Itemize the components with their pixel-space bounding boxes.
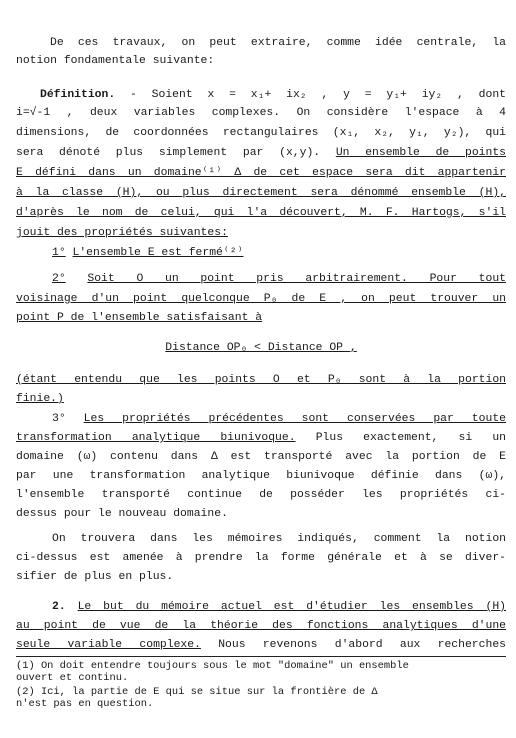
section-2-number: 2. <box>52 601 66 613</box>
property-1-text: L'ensemble E est fermé⁽²⁾ <box>72 247 244 259</box>
property-2-line-1-text: Soit O un point pris arbitrairement. Pour tout <box>87 273 506 285</box>
property-2-line-2: voisinage d'un point quelconque P₀ de E , on peut trouver un <box>16 293 506 305</box>
property-3-line-4: par une transformation analytique biunivoque définie dans (ω), <box>16 470 506 482</box>
definition-line-1 <box>40 86 506 105</box>
intro-line-2: notion fondamentale suivante: <box>16 55 215 67</box>
property-3-number: 3° <box>52 413 66 425</box>
section-2-line-3-text: Nous revenons d'abord aux recherches <box>200 639 506 651</box>
section-2-line-2: au point de vue de la théorie des fonctions analytiques d'une <box>16 620 506 632</box>
remark-line-3: sifier de plus en plus. <box>16 571 174 583</box>
property-3-line-1-text: Les propriétés précédentes sont conservées par toute <box>83 413 506 425</box>
definition-line-4 <box>16 144 506 163</box>
footnote-2-line-1: (2) Ici, la partie de E qui se situe sur la frontière de Δ <box>16 686 378 698</box>
property-3-line-5: l'ensemble transporté continue de posséder les propriétés ci- <box>16 489 506 501</box>
section-2-line-1-text: Le but du mémoire actuel est d'étudier les ensembles (H) <box>77 601 506 613</box>
footnote-rule <box>16 656 506 657</box>
definition-line-4-underlined: Un ensemble de points <box>335 147 506 159</box>
definition-line-1-text: - Soient x = x₁+ ix₂ , y = y₁+ iy₂ , dont <box>115 89 506 101</box>
footnote-2-line-2: n'est pas en question. <box>16 698 154 710</box>
section-2-line-3 <box>16 636 506 655</box>
remark-line-1: On trouvera dans les mémoires indiqués, comment la notion <box>52 533 506 545</box>
intro-line-1: De ces travaux, on peut extraire, comme idée centrale, la <box>50 37 506 49</box>
property-1-number: 1° <box>52 247 66 259</box>
definition-line-4-text: sera dénoté plus simplement par (x,y). <box>16 147 336 159</box>
property-3-line-3: domaine (ω) contenu dans Δ est transporté avec la portion de E <box>16 451 506 463</box>
definition-label: Définition. <box>40 89 116 101</box>
definition-line-6: à la classe (H), ou plus directement sera dénommé ensemble (H), <box>16 187 506 199</box>
property-3-line-2-underlined: transformation analytique biunivoque. <box>16 432 296 444</box>
property-2-line-3: point P de l'ensemble satisfaisant à <box>16 312 263 324</box>
property-2-line-4: (étant entendu que les points O et P₀ sont à la portion <box>16 374 506 386</box>
property-2-number: 2° <box>52 273 66 285</box>
property-3-line-2 <box>16 429 506 448</box>
property-3-line-1 <box>52 410 506 429</box>
remark-line-2: ci-dessus est amenée à prendre la forme générale et à se diver- <box>16 552 506 564</box>
section-2-line-1 <box>52 598 506 617</box>
section-2-line-3-underlined: seule variable complexe. <box>16 639 201 651</box>
footnote-1-line-2: ouvert et continu. <box>16 672 129 684</box>
property-2-line-5: finie.) <box>16 393 64 405</box>
definition-line-7: d'après le nom de celui, qui l'a découvert, M. F. Hartogs, s'il <box>16 207 506 219</box>
property-2-line-1 <box>52 270 506 289</box>
definition-line-3: dimensions, de coordonnées rectangulaires (x₁, x₂, y₁, y₂), qui <box>16 127 506 139</box>
property-3-line-6: dessus pour le nouveau domaine. <box>16 508 228 520</box>
footnote-1-line-1: (1) On doit entendre toujours sous le mot "domaine" un ensemble <box>16 660 409 672</box>
property-3-line-2-text: Plus exactement, si un <box>295 432 507 444</box>
property-2-formula: Distance OP₀ < Distance OP , <box>165 342 357 354</box>
property-1 <box>52 244 506 263</box>
definition-line-5: E défini dans un domaine⁽¹⁾ Δ de cet espace sera dit appartenir <box>16 167 506 179</box>
definition-line-2: i=√-1 , deux variables complexes. On considère l'espace à 4 <box>16 107 506 119</box>
definition-line-8: jouit des propriétés suivantes: <box>16 227 228 239</box>
